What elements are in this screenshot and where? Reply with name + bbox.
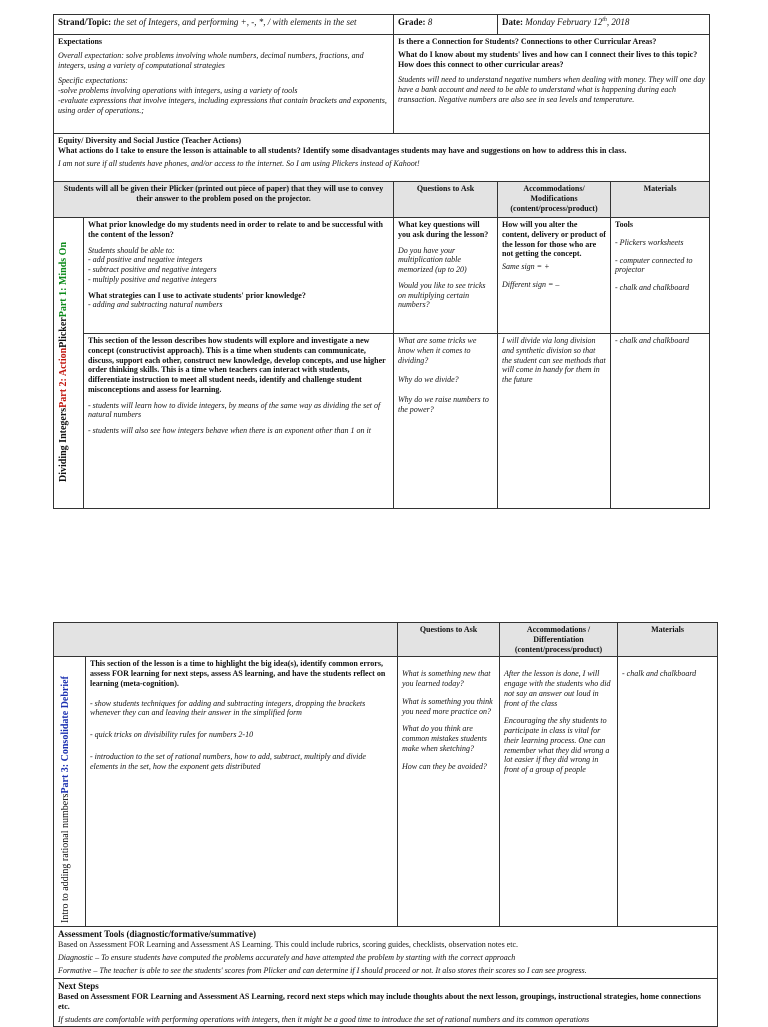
part1-description [84,218,394,334]
connection-question-1: Is there a Connection for Students? Connections to other Curricular Areas? [398,37,657,46]
part2-label: Part 2: [58,378,69,408]
date-suffix: th [602,17,607,23]
part3-question-3: What do you think are common mistakes students make when sketching? [402,724,487,753]
part2-name: Action [58,347,69,377]
part2-accommodations [498,334,611,509]
materials-header: Materials [611,182,710,218]
material-item: - computer connected to projector [615,255,693,275]
next-steps-line-1: Based on Assessment FOR Learning and Assessment AS Learning, record next steps which may include thoughts about the next lesson, groupings, instructional strategies, home connections etc. [58,992,701,1011]
prior-knowledge-list [88,255,389,284]
part3-name: Consolidate Debrief [60,676,71,762]
connection-cell [394,35,710,134]
next-steps-line-2: If students are comfortable with performing operations with integers, then it might be a good time to introduce the set of rational numbers and its common operations [58,1014,590,1024]
part2-item-1: - students will learn how to divide integers, by means of the same way as dividing the set of natural numbers [88,400,381,420]
connection-answer: Students will need to understand negative numbers when dealing with money. They will one day have a bank account and need to be able to understand what is happening during each transaction. Negative numbers are also see in sea levels and temperature. [398,75,705,104]
part2-question-1: What are some tricks we know when it comes to dividing? [398,336,477,365]
side-label-text: Dividing Integers [58,407,69,482]
equity-title: Equity/ Diversity and Social Justice (Teacher Actions) [58,136,242,145]
equity-question: What actions do I take to ensure the lesson is attainable to all students? Identify some disadvantages students may have and suggestions on how to address this in class. [58,145,627,155]
part2-item-2: - students will also see how integers behave when there is an exponent other than 1 on it [88,426,371,435]
list-item: - add positive and negative integers [88,255,203,265]
part3-label: Part 3: [60,764,71,794]
equity-cell [54,134,710,182]
overall-expectation: Overall expectation: solve problems involving whole numbers, decimal numbers, fractions, and integers, using a variety of computational strategies [58,50,364,70]
next-steps-title: Next Steps [58,981,99,992]
expectations-cell [54,35,394,134]
accommodations-header: Accommodations/ Modifications (content/process/product) [498,182,611,218]
same-sign-rule: Same sign = + [502,262,550,271]
differentiation-header: Accommodations / Differentiation (content/process/product) [500,623,618,657]
table2-header-blank [54,623,398,657]
part2-accom: I will divide via long division and synthetic division so that the student can see methods that will come in handy for them in the future [502,336,606,384]
part3-item-1: - show students techniques for adding and subtracting integers, dropping the brackets whenever they can and leaving their answer in the simplified form [90,698,366,718]
part3-item-2: - quick tricks on divisibility rules for numbers 2-10 [90,730,254,739]
part1-question-2: Would you like to see tricks on multiplying certain numbers? [398,280,486,310]
part1-accom-question: How will you alter the content, delivery or product of the lesson for those who are not getting the concept. [502,220,606,259]
part2-question-3: Why do we raise numbers to the power? [398,395,489,414]
date-cell [498,15,710,35]
part3-question-4: How can they be avoided? [402,761,487,771]
assessment-line-2: Diagnostic – To ensure students have computed the problems accurately and have attempted the problem by starting with the correct approach [58,952,516,962]
part3-item-3: - introduction to the set of rational numbers, how to add, subtract, multiply and divide elements in the set, how the exponent gets distributed [90,751,366,771]
part2-question-2: Why do we divide? [398,375,459,385]
part1-name: Minds On [58,241,69,286]
part3-material: - chalk and chalkboard [622,669,697,679]
part1-label: Part 1: [58,287,69,318]
part2-questions [394,334,498,509]
rational-numbers-side [54,657,86,927]
lesson-plan-table-2 [53,622,718,1027]
list-item: - multiply positive and negative integers [88,274,217,284]
assessment-line-3: Formative – The teacher is able to see the students' scores from Plicker and can determine if I should proceed or not. It also stores their scores so I can see progress. [58,965,587,975]
materials-header: Materials [618,623,718,657]
list-item: - subtract positive and negative integers [88,265,217,274]
strand-label: Strand/Topic: [58,17,112,27]
side-label-text: Intro to adding rational numbers [60,793,71,924]
part3-questions [398,657,500,927]
material-item: - chalk and chalkboard [615,283,690,292]
part2-description [84,334,394,509]
part1-questions [394,218,498,334]
date-value: Monday February 12 [525,17,603,27]
specific-expectation-1: -solve problems involving operations with integers, using a variety of tools [58,86,298,95]
questions-header: Questions to Ask [394,182,498,218]
part1-accommodations [498,218,611,334]
tools-title: Tools [615,220,633,229]
part3-question-2: What is something you think you need more practice on? [402,696,493,716]
rational-numbers-label [60,676,72,923]
part1-questions-title: What key questions will you ask during the lesson? [398,220,489,239]
specific-expectation-2: -evaluate expressions that involve integers, including expressions that contain brackets and exponents, using order of operations.; [58,95,387,115]
dividing-integers-label [58,242,70,482]
part1-extra: Plicker [58,317,69,348]
dividing-integers-side [54,218,84,509]
different-sign-rule: Different sign = – [502,279,560,289]
strand-value: the set of Integers, and performing +, -, *, / with elements in the set [113,17,357,27]
part1-q1: What prior knowledge do my students need in order to relate to and be successful with the content of the lesson? [88,220,383,239]
part3-desc: This section of the lesson is a time to highlight the big idea(s), identify common errors, assess FOR learning for next steps, assess AS learning, and have the students reflect on learning (meta-cognition). [90,659,386,688]
questions-header: Questions to Ask [398,623,500,657]
grade-value: 8 [427,17,433,27]
assessment-line-1: Based on Assessment FOR Learning and Assessment AS Learning. This could include rubrics, scoring guides, checklists, observation notes etc. [58,940,519,950]
part3-materials [618,657,718,927]
part1-intro: Students should be able to: [88,245,175,255]
expectations-title: Expectations [58,37,102,46]
grade-label: Grade: [398,17,426,27]
assessment-cell [54,927,718,979]
specific-expectations-title: Specific expectations: [58,76,128,86]
part3-accom-1: After the lesson is done, I will engage with the students who did not say an answer out loud in front of the class [504,669,611,708]
grade-cell [394,15,498,35]
material-item: - Plickers worksheets [615,237,684,247]
assessment-title: Assessment Tools (diagnostic/formative/summative) [58,929,256,940]
part3-accommodations [500,657,618,927]
next-steps-cell [54,979,718,1027]
part3-question-1: What is something new that you learned today? [402,669,491,688]
connection-question-2: What do I know about my students' lives and how can I connect their lives to this topic? How does this connect to other curricular areas? [398,49,698,69]
equity-answer: I am not sure if all students have phones, and/or access to the internet. So I am using Plickers instead of Kahoot! [58,158,420,168]
date-label: Date: [502,17,524,27]
part3-accom-2: Encouraging the shy students to participate in class is vital for their learning process. One can remember what they did wrong a lot easier if they did wrong in front of a group of people [504,716,610,774]
part1-q2-item: - adding and subtracting natural numbers [88,300,223,310]
part3-description [86,657,398,927]
part1-materials [611,218,710,334]
part2-materials [611,334,710,509]
part2-material: - chalk and chalkboard [615,336,690,345]
part1-question-1: Do you have your multiplication table memorized (up to 20) [398,245,467,274]
plicker-instructions: Students will all be given their Plicker (printed out piece of paper) that they will use to convey their answer to the problem posed on the projector. [54,182,394,218]
part1-q2: What strategies can I use to activate students' prior knowledge? [88,290,306,300]
date-year: , 2018 [606,17,630,27]
lesson-plan-table-1 [53,14,710,509]
strand-topic-cell [54,15,394,35]
part2-desc: This section of the lesson describes how students will explore and investigate a new concept (constructivist approach). This is a time when students can communicate, discuss, support each other, construct new knowledge, develop concepts, and use higher order thinking skills. This is a time when teachers can interact with students, differentiate instruction to meet all student needs, identify and challenge student misconceptions and assess for learning. [88,336,386,394]
